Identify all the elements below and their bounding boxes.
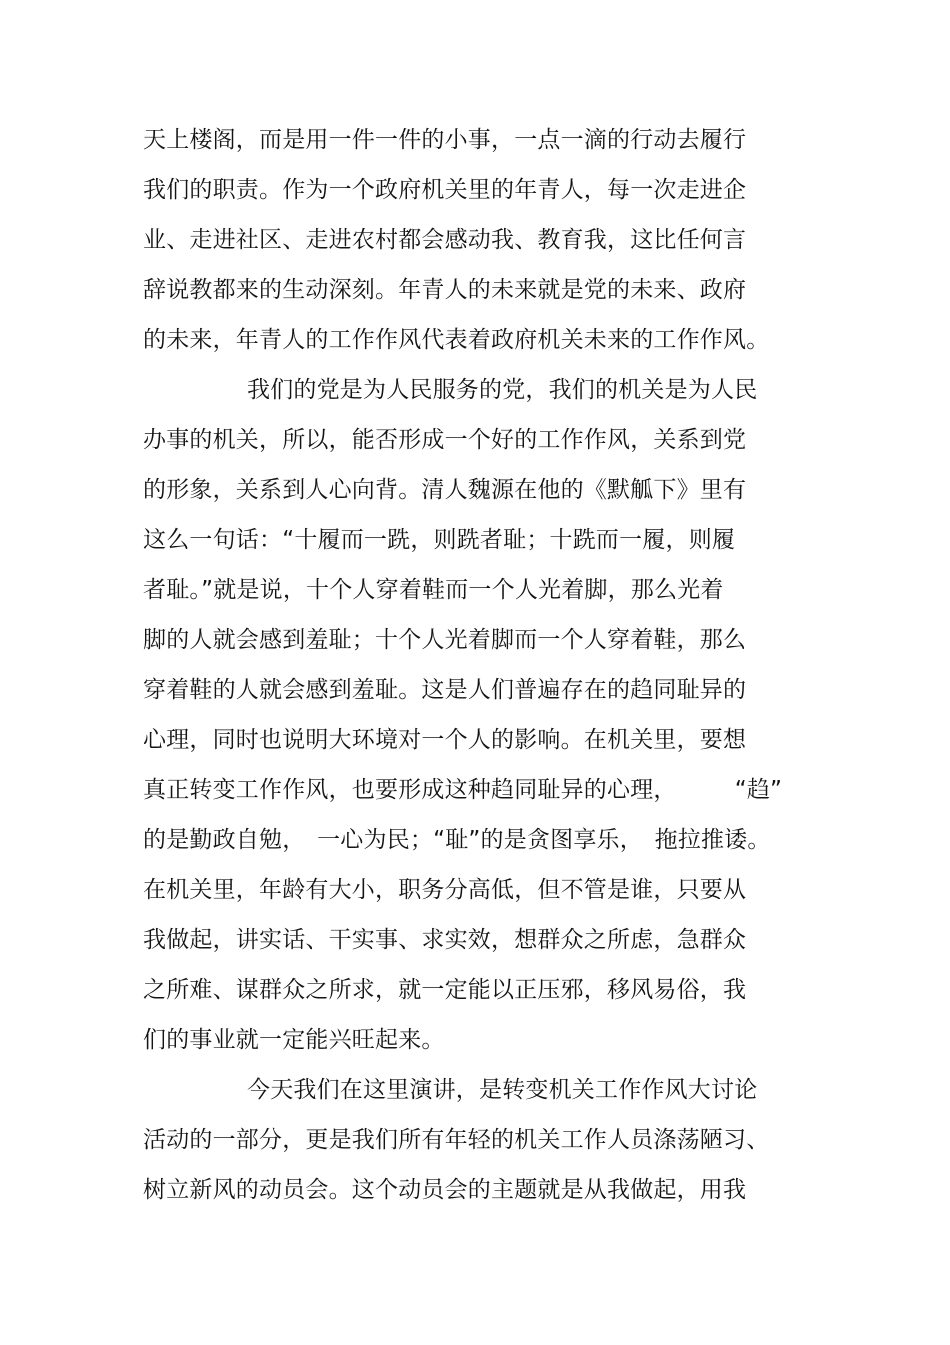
- text-line-13: 心理，同时也说明大环境对一个人的影响。在机关里，要想: [143, 727, 747, 753]
- text-line-9: 这么一句话：“十履而一跣，则跣者耻；十跣而一履，则履: [143, 527, 736, 553]
- text-line-3: 业、走进社区、走进农村都会感动我、教育我，这比任何言: [143, 227, 747, 253]
- text-line-21: 活动的一部分，更是我们所有年轻的机关工作人员涤荡陋习、: [143, 1127, 770, 1153]
- paragraph-start-line: 今天我们在这里演讲，是转变机关工作作风大讨论: [247, 1077, 758, 1103]
- text-line-15: 的是勤政自勉， 一心为民；“耻”的是贪图享乐， 拖拉推诿。: [143, 827, 771, 853]
- text-line-16: 在机关里，年龄有大小，职务分高低，但不管是谁，只要从: [143, 877, 747, 903]
- text-line-17: 我做起，讲实话、干实事、求实效，想群众之所虑，急群众: [143, 927, 747, 953]
- text-line-7: 办事的机关，所以，能否形成一个好的工作作风，关系到党: [143, 427, 747, 453]
- text-line-10: 者耻。”就是说，十个人穿着鞋而一个人光着脚，那么光着: [143, 577, 724, 603]
- text-line-12: 穿着鞋的人就会感到羞耻。这是人们普遍存在的趋同耻异的: [143, 677, 747, 703]
- text-line-2: 我们的职责。作为一个政府机关里的年青人，每一次走进企: [143, 177, 747, 203]
- text-line-19: 们的事业就一定能兴旺起来。: [143, 1027, 445, 1053]
- paragraph-start-line: 我们的党是为人民服务的党，我们的机关是为人民: [247, 377, 758, 403]
- text-line-8: 的形象，关系到人心向背。清人魏源在他的《默觚下》里有: [143, 477, 747, 503]
- text-line-5: 的未来，年青人的工作作风代表着政府机关未来的工作作风。: [143, 327, 770, 353]
- text-line-14: 真正转变工作作风，也要形成这种趋同耻异的心理， “趋”: [143, 777, 783, 803]
- text-line-4: 辞说教都来的生动深刻。年青人的未来就是党的未来、政府: [143, 277, 747, 303]
- text-line-11: 脚的人就会感到羞耻；十个人光着脚而一个人穿着鞋，那么: [143, 627, 747, 653]
- text-line-1: 天上楼阁，而是用一件一件的小事，一点一滴的行动去履行: [143, 127, 747, 153]
- text-line-22: 树立新风的动员会。这个动员会的主题就是从我做起，用我: [143, 1177, 747, 1203]
- text-line-18: 之所难、谋群众之所求，就一定能以正压邪，移风易俗，我: [143, 977, 747, 1003]
